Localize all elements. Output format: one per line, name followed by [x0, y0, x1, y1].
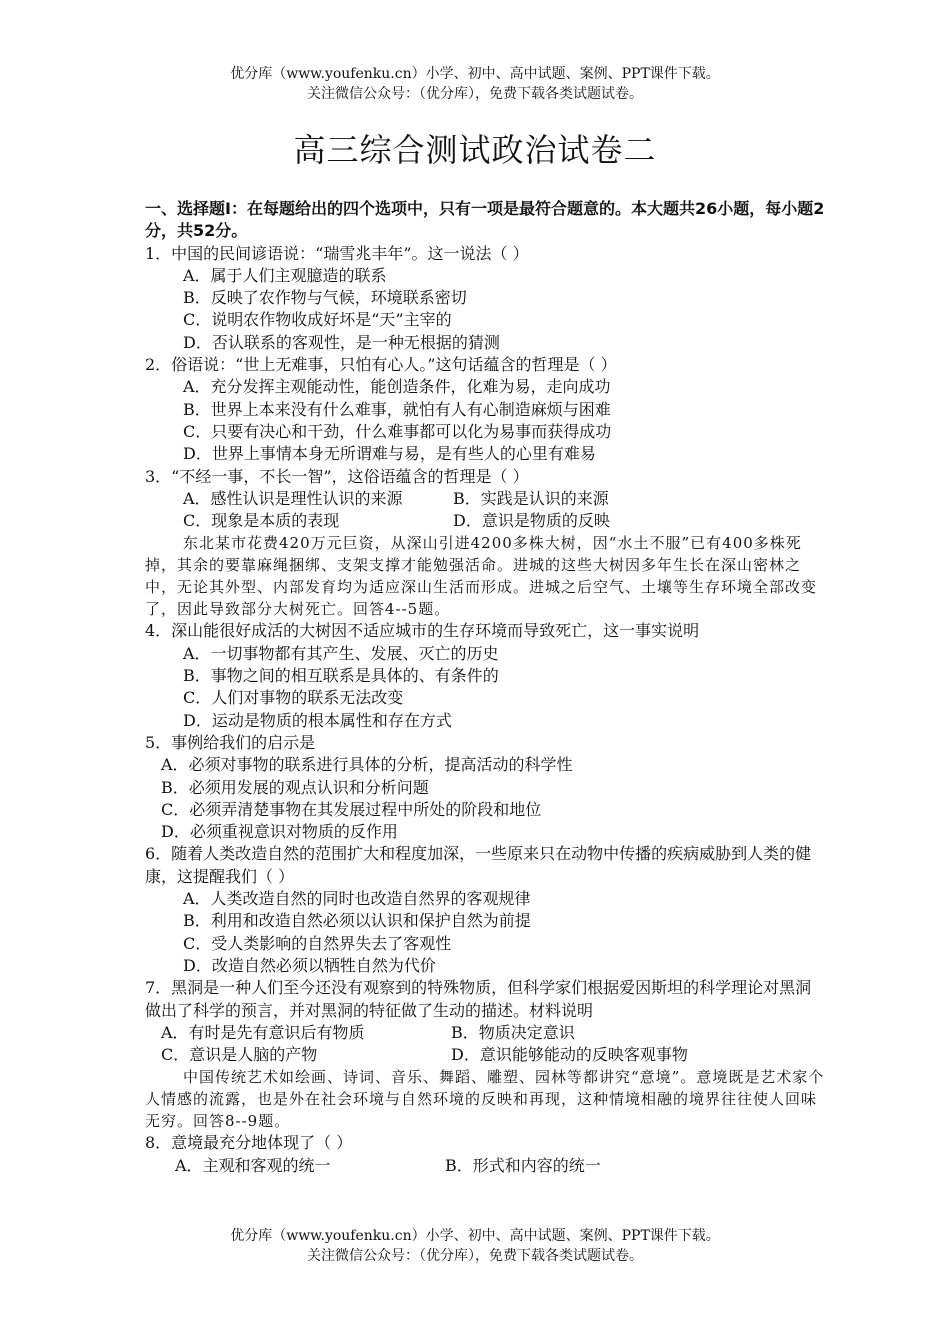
option-b: B．形式和内容的统一 [445, 1155, 601, 1175]
footer-line-1: 优分库（www.youfenku.cn）小学、初中、高中试题、案例、PPT课件下载。 [230, 1228, 720, 1244]
reading-passage-1: 东北某市花费420万元巨资，从深山引进4200多株大树，因“水土不服”已有400多株死掉，其余的要靠麻绳捆绑、支架支撑才能勉强活命。进城的这些大树因多年生长在深山密林之中，无论其外型、内部发育均为适应深山生活而形成。进城之后空气、土壤等生存环境全部改变了，因此导致部分大树死亡。回答4--5题。 [145, 534, 818, 619]
option-b: B．物质决定意识 [451, 1022, 575, 1042]
question-stem: 6．随着人类改造自然的范围扩大和程度加深，一些原来只在动物中传播的疾病威胁到人类的健康，这提醒我们（ ） [145, 844, 812, 886]
option-c: C．人们对事物的联系无法改变 [183, 688, 404, 708]
option-a: A．必须对事物的联系进行具体的分析，提高活动的科学性 [161, 755, 573, 775]
option-b: B．利用和改造自然必须以认识和保护自然为前提 [183, 911, 531, 931]
option-a: A．充分发挥主观能动性，能创造条件，化难为易，走向成功 [183, 377, 611, 397]
question-stem: 1．中国的民间谚语说：“瑞雪兆丰年”。这一说法（ ） [145, 243, 529, 263]
question-2 [145, 354, 825, 465]
question-stem: 2．俗语说：“世上无难事，只怕有心人。”这句话蕴含的哲理是（ ） [145, 355, 617, 375]
option-c: C．意识是人脑的产物 [161, 1045, 318, 1065]
footer-line-2: 关注微信公众号：（优分库），免费下载各类试题试卷。 [307, 1248, 643, 1264]
question-4 [145, 620, 825, 731]
option-b: B．事物之间的相互联系是具体的、有条件的 [183, 666, 499, 686]
option-c: C．只要有决心和干劲，什么难事都可以化为易事而获得成功 [183, 421, 612, 441]
option-d: D．否认联系的客观性，是一种无根据的猜测 [183, 332, 500, 352]
option-row [145, 1044, 825, 1066]
option-a: A．有时是先有意识后有物质 [161, 1022, 365, 1042]
option-b: B．必须用发展的观点认识和分析问题 [161, 777, 429, 797]
option-row [145, 488, 825, 510]
question-5 [145, 732, 825, 843]
option-d: D．意识能够能动的反映客观事物 [451, 1045, 688, 1065]
option-row [145, 510, 825, 532]
option-c: C．现象是本质的表现 [183, 511, 340, 531]
option-a: A．属于人们主观臆造的联系 [183, 265, 387, 285]
page-footer [0, 1226, 950, 1266]
option-d: D．运动是物质的根本属性和存在方式 [183, 710, 452, 730]
header-line-2: 关注微信公众号：（优分库），免费下载各类试题试卷。 [307, 86, 643, 102]
option-d: D．世界上事情本身无所谓难与易，是有些人的心里有难易 [183, 444, 596, 464]
option-a: A．一切事物都有其产生、发展、灭亡的历史 [183, 643, 499, 663]
section-heading: 一、选择题Ⅰ：在每题给出的四个选项中，只有一项是最符合题意的。本大题共26小题，每小题2分，共52分。 [145, 199, 825, 241]
header-line-1: 优分库（www.youfenku.cn）小学、初中、高中试题、案例、PPT课件下载。 [230, 66, 720, 82]
option-b: B．反映了农作物与气候，环境联系密切 [183, 288, 467, 308]
question-3 [145, 466, 825, 533]
question-7 [145, 977, 825, 1066]
question-8 [145, 1132, 825, 1177]
option-a: A．感性认识是理性认识的来源 [183, 488, 403, 508]
exam-content [145, 198, 825, 1177]
question-stem: 3．“不经一事，不长一智”，这俗语蕴含的哲理是（ ） [145, 466, 529, 486]
question-stem: 7．黑洞是一种人们至今还没有观察到的特殊物质，但科学家们根据爱因斯坦的科学理论对黑洞做出了科学的预言，并对黑洞的特征做了生动的描述。材料说明 [145, 978, 812, 1020]
question-6 [145, 843, 825, 977]
option-b: B．世界上本来没有什么难事，就怕有人有心制造麻烦与困难 [183, 399, 611, 419]
question-1 [145, 243, 825, 354]
option-c: C．说明农作物收成好坏是“天”主宰的 [183, 310, 452, 330]
page-header [0, 64, 950, 104]
option-a: A．人类改造自然的同时也改造自然界的客观规律 [183, 889, 531, 909]
option-d: D．意识是物质的反映 [453, 511, 610, 531]
question-stem: 5．事例给我们的启示是 [145, 732, 316, 752]
option-row [145, 1155, 825, 1177]
option-row [145, 1022, 825, 1044]
option-d: D．必须重视意识对物质的反作用 [161, 822, 398, 842]
page-title: 高三综合测试政治试卷二 [293, 131, 657, 169]
option-b: B．实践是认识的来源 [453, 488, 609, 508]
question-stem: 4．深山能很好成活的大树因不适应城市的生存环境而导致死亡，这一事实说明 [145, 621, 700, 641]
option-c: C．必须弄清楚事物在其发展过程中所处的阶段和地位 [161, 799, 542, 819]
option-a: A．主观和客观的统一 [175, 1155, 331, 1175]
question-stem: 8．意境最充分地体现了（ ） [145, 1133, 353, 1153]
option-c: C．受人类影响的自然界失去了客观性 [183, 933, 452, 953]
option-d: D．改造自然必须以牺牲自然为代价 [183, 955, 436, 975]
reading-passage-2: 中国传统艺术如绘画、诗词、音乐、舞蹈、雕塑、园林等都讲究“意境”。意境既是艺术家个人情感的流露，也是外在社会环境与自然环境的反映和再现，这种情境相融的境界往往使人回味无穷。回答8--9题。 [145, 1068, 825, 1131]
